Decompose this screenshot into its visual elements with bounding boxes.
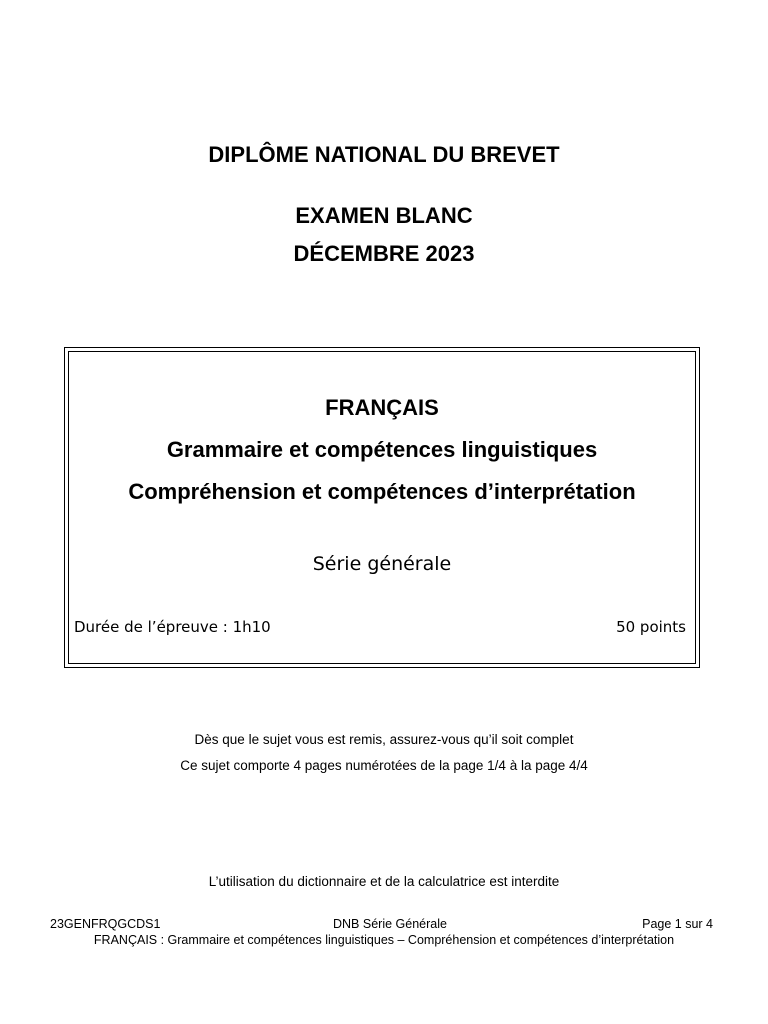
duration-label: Durée de l’épreuve : 1h10 bbox=[74, 618, 271, 636]
footer-subtitle: FRANÇAIS : Grammaire et compétences linguistiques – Compréhension et compétences d’interprétation bbox=[93, 933, 675, 947]
subject-line-grammar: Grammaire et compétences linguistiques bbox=[166, 437, 598, 462]
tools-forbidden-notice: L’utilisation du dictionnaire et de la calculatrice est interdite bbox=[208, 874, 560, 889]
footer-page-number: Page 1 sur 4 bbox=[642, 917, 713, 931]
footer-code: 23GENFRQGCDS1 bbox=[50, 917, 161, 931]
points-label: 50 points bbox=[616, 618, 686, 636]
exam-date: DÉCEMBRE 2023 bbox=[293, 241, 475, 266]
diploma-title: DIPLÔME NATIONAL DU BREVET bbox=[208, 142, 560, 167]
subject-title: FRANÇAIS bbox=[325, 395, 439, 420]
instruction-check-complete: Dès que le sujet vous est remis, assurez-vous qu’il soit complet bbox=[194, 732, 574, 747]
footer-series: DNB Série Générale bbox=[333, 917, 447, 931]
exam-type: EXAMEN BLANC bbox=[295, 203, 473, 228]
instruction-page-count: Ce sujet comporte 4 pages numérotées de la page 1/4 à la page 4/4 bbox=[180, 758, 588, 773]
series-label: Série générale bbox=[312, 553, 452, 575]
subject-line-comprehension: Compréhension et compétences d’interprétation bbox=[128, 479, 636, 504]
